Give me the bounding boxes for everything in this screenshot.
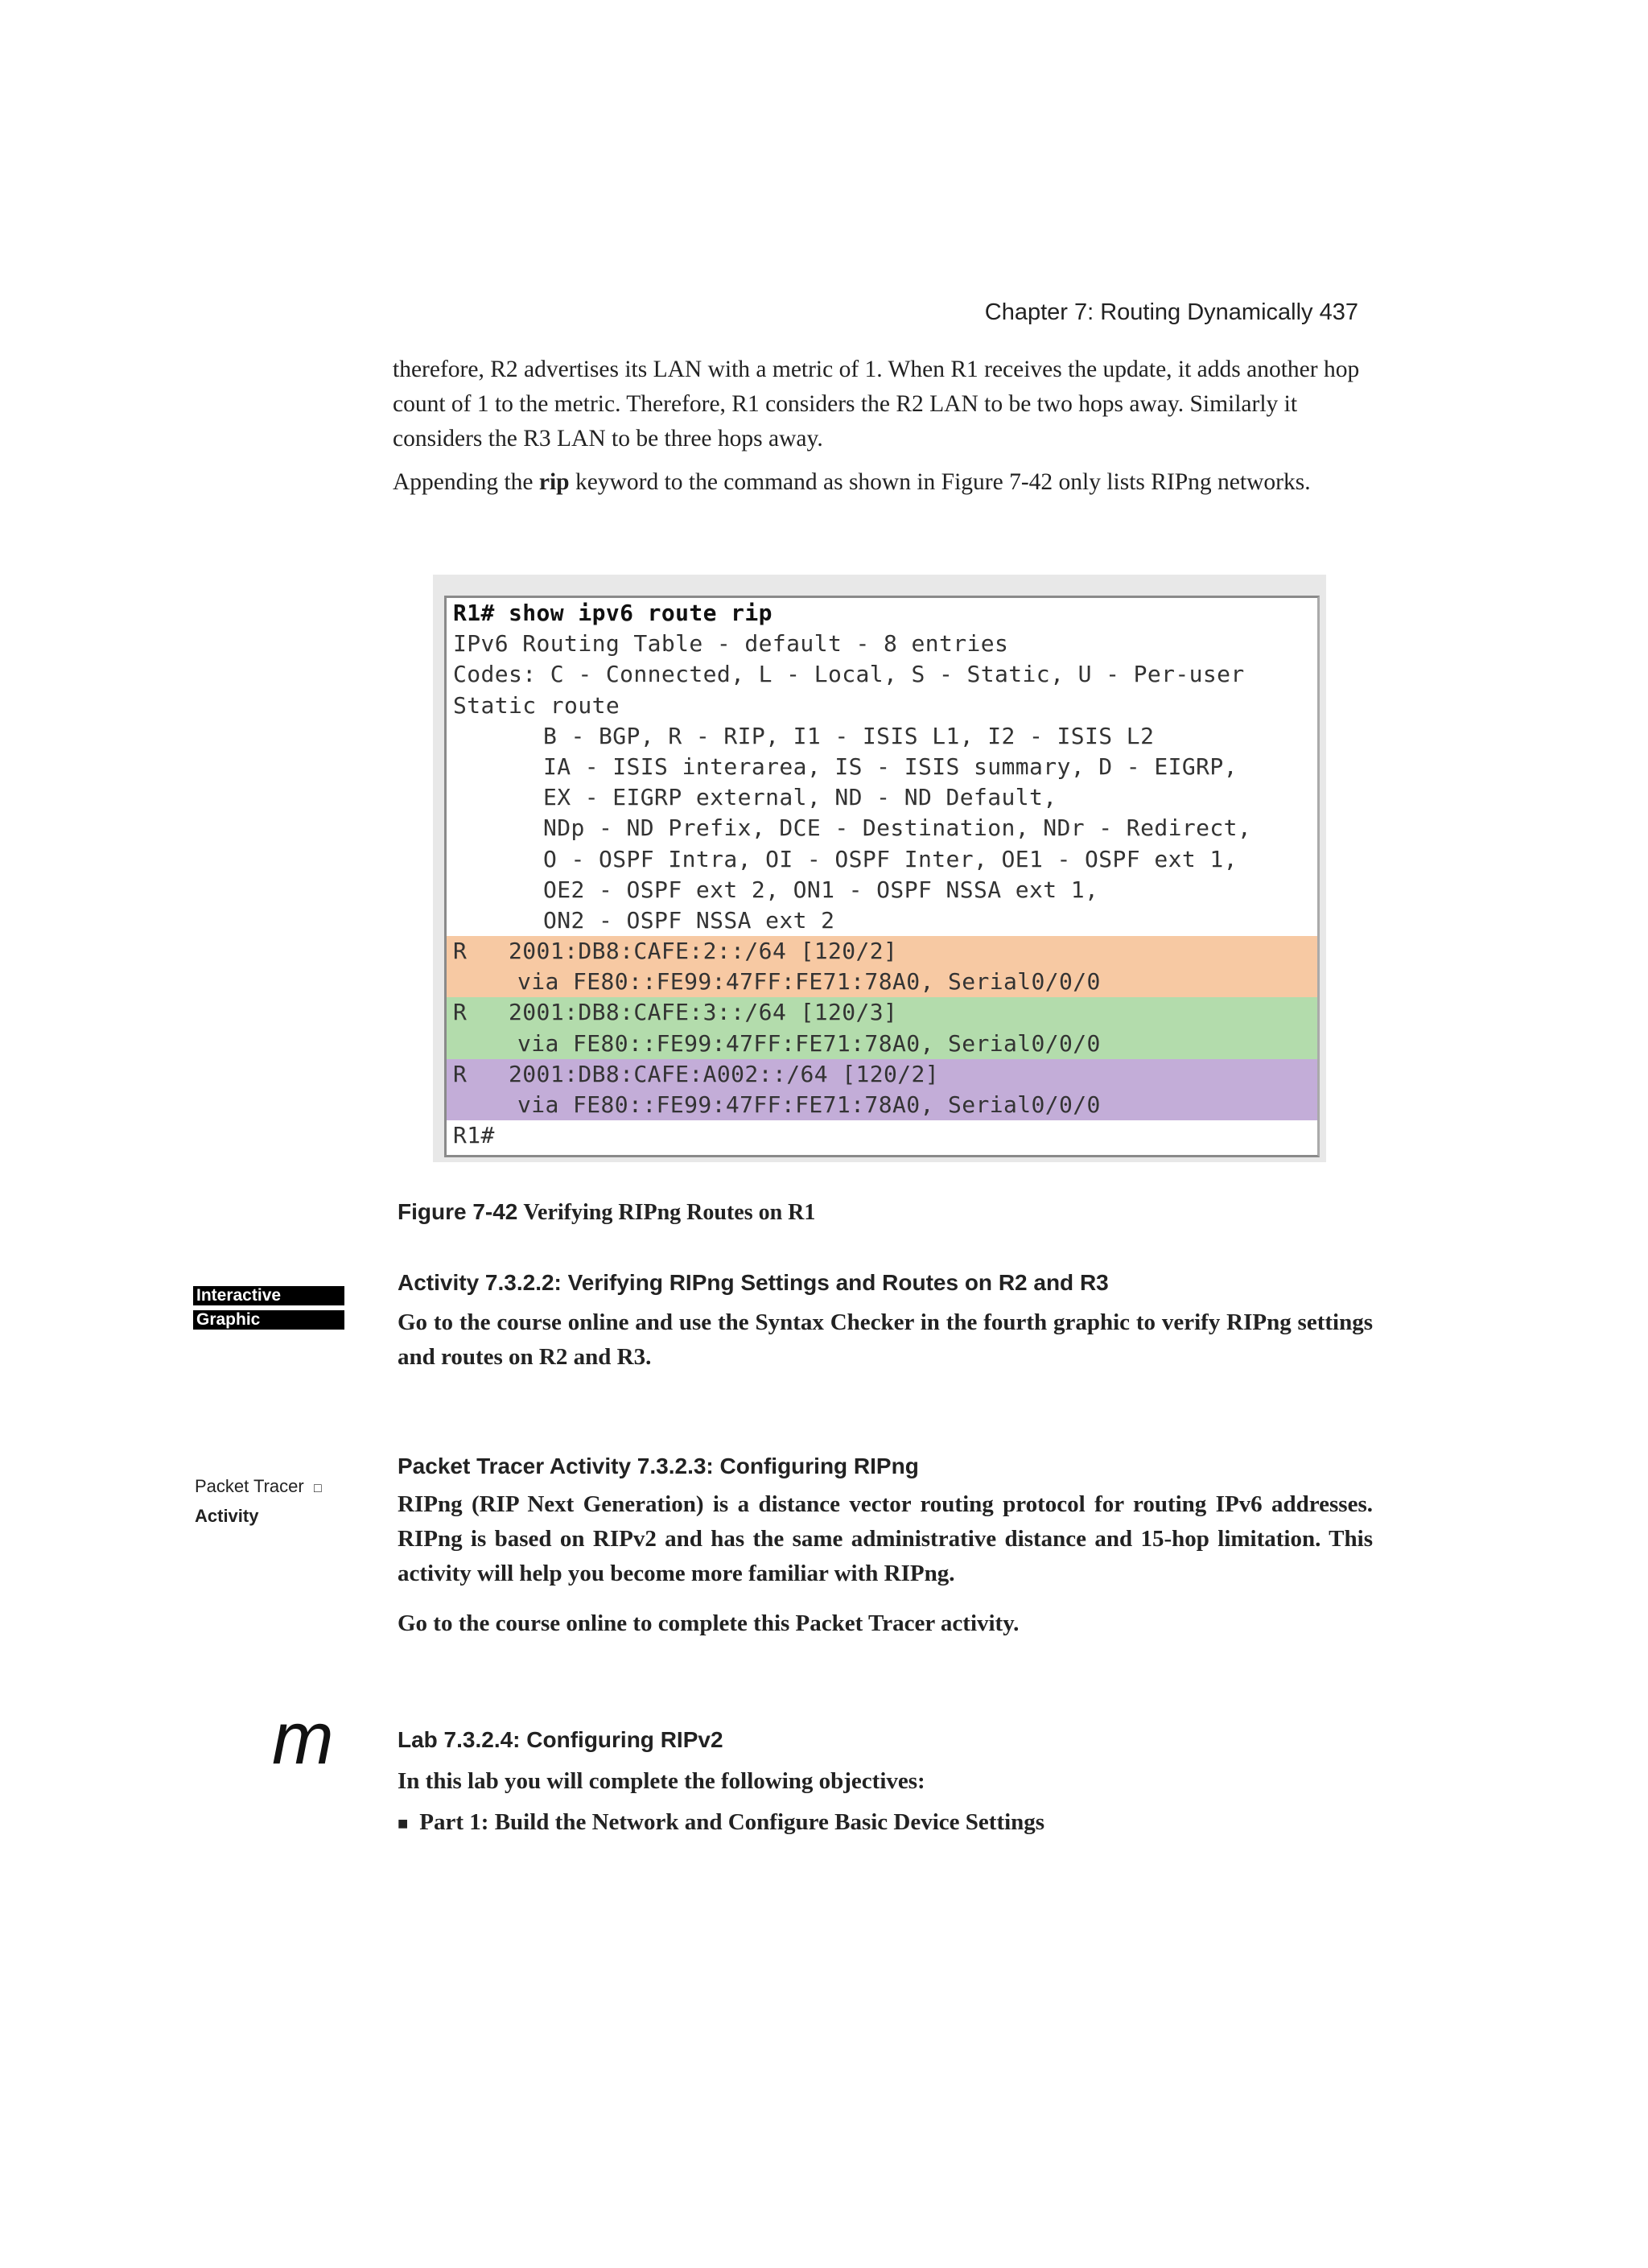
route-entry-cafe-3 <box>447 997 1317 1058</box>
activity-7-3-2-3-body: RIPng (RIP Next Generation) is a distance vector routing protocol for routing IPv6 addresses. RIPng is based on RIPv2 and has the same administrative distance and 15-hop limitation. This activity will help you become more familiar with RIPng. <box>398 1491 1373 1586</box>
activity-7-3-2-3-heading: Packet Tracer Activity 7.3.2.3: Configuring RIPng <box>398 1454 919 1478</box>
terminal-line: IPv6 Routing Table - default - 8 entries <box>453 630 1009 658</box>
terminal-output <box>444 596 1320 1157</box>
route-prefix-line <box>447 1059 1317 1090</box>
lab-objective-text: Part 1: Build the Network and Configure Basic Device Settings <box>419 1809 1045 1835</box>
terminal-line: IA - ISIS interarea, IS - ISIS summary, D - EIGRP, <box>543 753 1238 780</box>
route-entry-cafe-a002 <box>447 1059 1317 1120</box>
route-code: R <box>453 1060 468 1087</box>
para2-before: Appending the <box>393 469 539 495</box>
lab-objective-item <box>398 1809 1044 1836</box>
activity-7-3-2-2-body: Go to the course online and use the Syntax Checker in the fourth graphic to verify RIPng settings and routes on R2 and R3. <box>398 1309 1373 1370</box>
lab-7-3-2-4-heading: Lab 7.3.2.4: Configuring RIPv2 <box>398 1727 723 1752</box>
terminal-line: EX - EIGRP external, ND - ND Default, <box>543 784 1057 811</box>
terminal-line: B - BGP, R - RIP, I1 - ISIS L1, I2 - ISIS L2 <box>543 722 1155 749</box>
rip-keyword: rip <box>538 469 570 495</box>
route-via-line: via FE80::FE99:47FF:FE71:78A0, Serial0/0/0 <box>517 968 1101 996</box>
route-via-line: via FE80::FE99:47FF:FE71:78A0, Serial0/0/0 <box>517 1091 1101 1118</box>
paragraph-rip-keyword <box>393 465 1376 500</box>
route-entry-cafe-2 <box>447 936 1317 997</box>
route-prefix: 2001:DB8:CAFE:2::/64 [120/2] <box>509 938 898 965</box>
interactive-badge-line1: Interactive <box>193 1286 344 1305</box>
terminal-line: O - OSPF Intra, OI - OSPF Inter, OE1 - OSPF ext 1, <box>543 845 1238 872</box>
route-code: R <box>453 938 468 965</box>
packet-tracer-line2: Activity <box>195 1506 259 1526</box>
route-prefix: 2001:DB8:CAFE:A002::/64 [120/2] <box>509 1060 940 1087</box>
terminal-line: NDp - ND Prefix, DCE - Destination, NDr - Redirect, <box>543 814 1252 842</box>
route-prefix-line <box>447 997 1317 1028</box>
activity-7-3-2-2-heading: Activity 7.3.2.2: Verifying RIPng Settings and Routes on R2 and R3 <box>398 1270 1109 1295</box>
figure-7-42 <box>433 575 1326 1162</box>
terminal-command: R1# show ipv6 route rip <box>453 600 772 626</box>
checkbox-icon: □ <box>313 1482 322 1495</box>
route-prefix-line <box>447 936 1317 967</box>
route-via-line: via FE80::FE99:47FF:FE71:78A0, Serial0/0/0 <box>517 1029 1101 1057</box>
packet-tracer-line1: Packet Tracer □ <box>195 1476 322 1496</box>
terminal-line: OE2 - OSPF ext 2, ON1 - OSPF NSSA ext 1, <box>543 876 1099 903</box>
terminal-end-prompt: R1# <box>453 1122 495 1149</box>
terminal-line: Codes: C - Connected, L - Local, S - Static, U - Per-user <box>453 661 1245 688</box>
route-prefix: 2001:DB8:CAFE:3::/64 [120/3] <box>509 999 898 1026</box>
terminal-line: ON2 - OSPF NSSA ext 2 <box>543 906 835 934</box>
lab-icon: m <box>272 1697 334 1779</box>
route-code: R <box>453 999 468 1026</box>
paragraph-hop-count: therefore, R2 advertises its LAN with a metric of 1. When R1 receives the update, it adds another hop count of 1 to the metric. Therefore, R1 considers the R2 LAN to be two hops away. Similarly it considers the R3 LAN to be three hops away. <box>393 357 1360 452</box>
figure-title: Verifying RIPng Routes on R1 <box>523 1200 816 1225</box>
figure-number: Figure 7-42 <box>398 1199 518 1224</box>
figure-caption <box>398 1199 815 1226</box>
interactive-badge-line2: Graphic <box>193 1310 344 1330</box>
packet-tracer-label <box>195 1473 322 1530</box>
running-head: Chapter 7: Routing Dynamically 437 <box>984 299 1358 325</box>
activity-7-3-2-3-instruction: Go to the course online to complete this Packet Tracer activity. <box>398 1610 1020 1636</box>
lab-intro: In this lab you will complete the following objectives: <box>398 1768 925 1794</box>
square-bullet-icon: ■ <box>398 1813 409 1833</box>
para2-after: keyword to the command as shown in Figure 7-42 only lists RIPng networks. <box>569 469 1311 495</box>
terminal-line: Static route <box>453 691 620 719</box>
